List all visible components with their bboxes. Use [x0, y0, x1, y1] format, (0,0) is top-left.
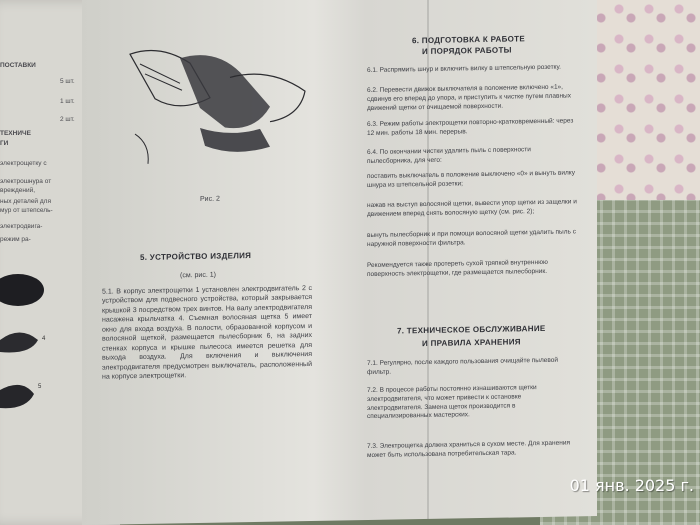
figure-caption: Рис. 2: [200, 195, 220, 203]
section5-body: 5.1. В корпус электрощетки 1 установлен электродвигатель 2 с устройством для подвесного устройства, который закрывается крышкой 3 посредством трех винтов. На валу электродвигателя насажена крыльчатка 4. Съемная волосяная щетка 5 имеет окно для входа воздуха. В полости, образованной корпусом и волосяной щеткой, размещается пылесборник 6, на задних стенках корпуса и крышке пылесоса имеется решетка для выхода воздуха. Для включения и выключения электродвигателя предусмотрен выключатель, расположенный на корпусе электрощетки.: [102, 284, 312, 381]
section5-title: 5. УСТРОЙСТВО ИЗДЕЛИЯ: [140, 251, 252, 262]
section6-title-line1: 6. ПОДГОТОВКА К РАБОТЕ: [412, 34, 525, 46]
section6-p8: Рекомендуется также протереть сухой тряпкой внутреннюю поверхность электрощетки, где размещается пылесборник.: [367, 258, 548, 278]
left-fragment: ТЕХНИЧЕ: [0, 130, 31, 137]
instruction-sheet: [82, 0, 597, 525]
brush-parts-illustration: [0, 270, 60, 440]
left-fragment: электродвига-: [0, 223, 43, 230]
section6-title-line2: И ПОРЯДОК РАБОТЫ: [422, 45, 512, 57]
section5-ref: (см. рис. 1): [180, 271, 216, 280]
hands-brush-illustration: [120, 36, 320, 169]
section6-p2: 6.2. Перевести движок выключателя в положение включено «1», сдвинув его вперед до упора, и приступить к чистке путем плавных движений щетки от очищаемой поверхности.: [367, 83, 571, 112]
section7-p1: 7.1. Регулярно, после каждого пользования очищайте пылевой фильтр.: [367, 356, 559, 376]
section7-title-line2: И ПРАВИЛА ХРАНЕНИЯ: [422, 337, 521, 349]
photo-timestamp: 01 янв. 2025 г.: [569, 476, 694, 495]
left-fragment: ных деталей для: [0, 198, 51, 205]
left-fragment: 5 шт.: [60, 78, 75, 85]
left-fragment: 1 шт.: [60, 98, 75, 105]
floral-fabric: [580, 0, 700, 200]
section6-p1: 6.1. Распрямить шнур и включить вилку в штепсельную розетку.: [367, 63, 561, 75]
section6-p3: 6.3. Режим работы электрощетки повторно-кратковременный: через 12 мин. работы 18 мин. перерыв.: [367, 117, 574, 137]
section7-p2: 7.2. В процессе работы постоянно изнашиваются щетки электродвигателя, что может привести к остановке электродвигателя. Замена щеток производится в специализированных мастерских.: [367, 384, 537, 421]
blob-label: 5: [38, 384, 42, 390]
left-fragment: ПОСТАВКИ: [0, 62, 36, 69]
section6-p7: вынуть пылесборник и при помощи волосяной щетки удалить пыль с наружной поверхности фильтра.: [367, 228, 576, 248]
left-fragment: электрошнура от: [0, 178, 52, 185]
left-fragment: мур от штепсель-: [0, 207, 53, 214]
section6-p5: поставить выключатель в положение выключено «0» и вынуть вилку шнура из штепсельной розетки;: [367, 169, 575, 189]
section6-p6: нажав на выступ волосяной щетки, вывести упор щетки из защелки и движением вперед снять волосяную щетку (см. рис. 2);: [367, 198, 577, 218]
blob-label: 4: [42, 336, 46, 342]
left-fragment: электрощетку с: [0, 160, 47, 167]
left-fragment: вреждений,: [0, 187, 36, 194]
left-fragment: ГИ: [0, 140, 9, 147]
section7-p3: 7.3. Электрощетка должна храниться в сухом месте. Для хранения может быть использована потребительская тара.: [367, 439, 570, 459]
left-fragment: 2 шт.: [60, 116, 75, 123]
left-fragment: режим ра-: [0, 236, 31, 243]
section7-title-line1: 7. ТЕХНИЧЕСКОЕ ОБСЛУЖИВАНИЕ: [397, 323, 546, 336]
section6-p4: 6.4. По окончании чистки удалить пыль с поверхности пылесборника, для чего:: [367, 146, 531, 165]
